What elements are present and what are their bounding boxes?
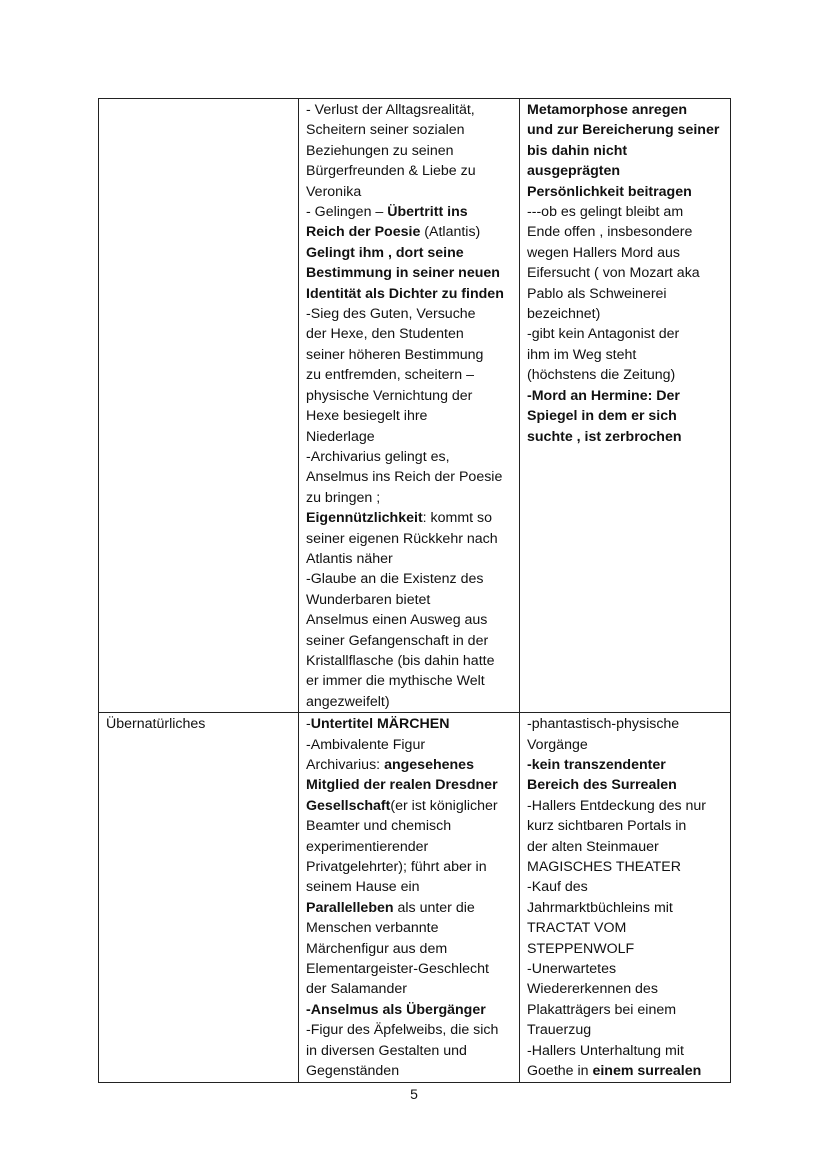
text-segment: (er ist königlicher Beamter und chemisch experimentierender Privatgelehrter); führt aber in seinem Hause ein: [306, 797, 498, 896]
table-row: [99, 99, 731, 713]
row-label-cell: Übernatürliches: [99, 713, 299, 1082]
right-cell: [520, 713, 731, 1082]
bold-text-segment: -Mord an Hermine: Der Spiegel in dem er sich suchte , ist zerbrochen: [527, 387, 682, 445]
text-segment: -Hallers Entdeckung des nur kurz sichtbaren Portals in der alten Steinmauer MAGISCHES THEATER -Kauf des Jahrmarktbüchleins mit TRACTAT VOM STEPPENWOLF -Unerwartetes Wiedererkennen des Plakatträgers bei einem Trauerzug -Hallers Unterhaltung mit Goethe in: [527, 797, 707, 1080]
text-segment: -phantastisch-physische Vorgänge: [527, 716, 680, 753]
bold-text-segment: -Anselmus als Übergänger: [306, 1001, 486, 1018]
bold-text-segment: Gelingt ihm , dort seine Bestimmung in seiner neuen Identität als Dichter zu finden: [306, 244, 504, 302]
text-segment: - Verlust der Alltagsrealität, Scheitern seiner sozialen Beziehungen zu seinen Bürgerfreunden & Liebe zu Veronika - Gelingen –: [306, 102, 476, 221]
content-table: [98, 98, 731, 1083]
text-segment: -: [306, 716, 311, 733]
text-segment: -Figur des Äpfelweibs, die sich in diversen Gestalten und Gegenständen: [306, 1022, 499, 1080]
bold-text-segment: -kein transzendenter Bereich des Surrealen: [527, 757, 677, 794]
bold-text-segment: Parallelleben: [306, 899, 394, 916]
text-segment: als unter die Menschen verbannte Märchenfigur aus dem Elementargeister-Geschlecht der Salamander: [306, 899, 489, 998]
middle-cell: [299, 713, 520, 1082]
bold-text-segment: Untertitel MÄRCHEN: [310, 716, 450, 733]
right-cell: [520, 99, 731, 713]
text-segment: ---ob es gelingt bleibt am Ende offen , insbesondere wegen Hallers Mord aus Eifersucht ( von Mozart aka Pablo als Schweinerei bezeichnet) -gibt kein Antagonist der ihm im Weg steht (höchstens die Zeitung): [527, 204, 700, 384]
bold-text-segment: einem surrealen: [592, 1063, 702, 1080]
bold-text-segment: Übertritt ins Reich der Poesie: [306, 204, 468, 241]
row-label-cell: [99, 99, 299, 713]
middle-cell: [299, 99, 520, 713]
text-segment: -Sieg des Guten, Versuche der Hexe, den Studenten seiner höheren Bestimmung zu entfremden, scheitern – physische Vernichtung der Hexe besiegelt ihre Niederlage -Archivarius gelingt es, Anselmus ins Reich der Poesie zu bringen ;: [306, 306, 503, 506]
text-segment: : kommt so seiner eigenen Rückkehr nach Atlantis näher -Glaube an die Existenz des Wunderbaren bietet Anselmus einen Ausweg aus seiner Gefangenschaft in der Kristallflasche (bis dahin hatte er immer die mythische Welt angezweifelt): [306, 510, 498, 710]
bold-text-segment: angesehenes Mitglied der realen Dresdner Gesellschaft: [306, 757, 498, 814]
text-segment: -Ambivalente Figur Archivarius:: [306, 736, 426, 773]
page-number: 5: [410, 1086, 418, 1102]
table-row: [99, 713, 731, 1082]
text-segment: (Atlantis): [424, 224, 481, 241]
bold-text-segment: Metamorphose anregen und zur Bereicherung seiner bis dahin nicht ausgeprägten Persönlichkeit beitragen: [527, 102, 720, 200]
bold-text-segment: Eigennützlichkeit: [306, 510, 423, 527]
